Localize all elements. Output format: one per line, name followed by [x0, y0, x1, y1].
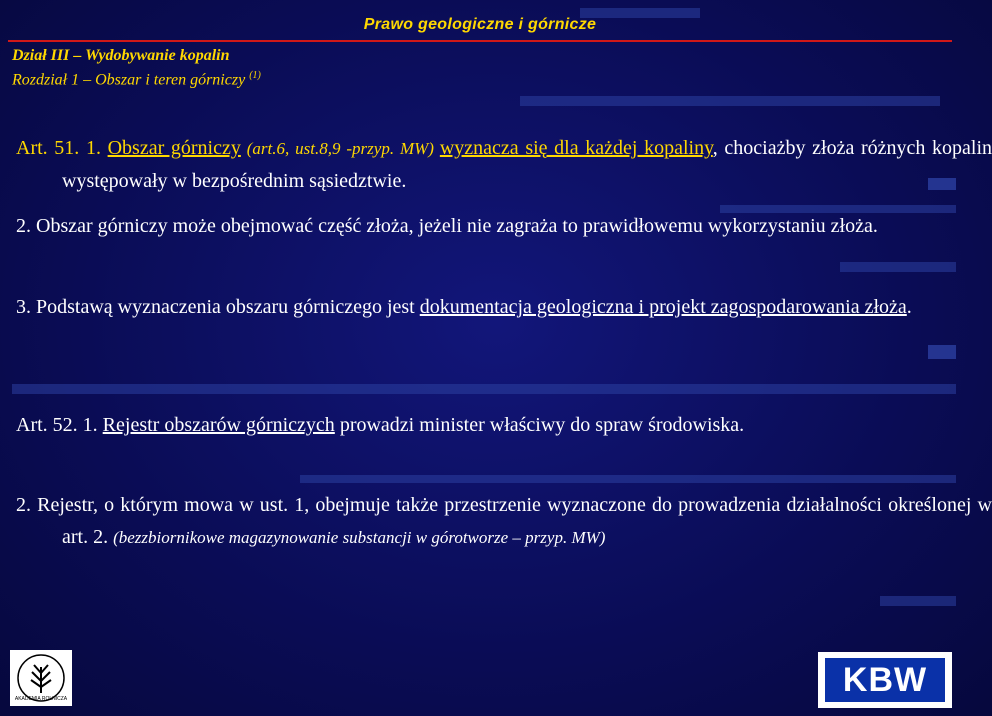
term-rejestr: Rejestr obszarów górniczych: [102, 414, 335, 436]
decor-bar: [300, 475, 956, 483]
decor-bar: [840, 262, 956, 272]
presentation-title: Prawo geologiczne i górnicze: [363, 16, 597, 33]
decor-bar: [520, 96, 940, 106]
chapter-title: Rozdział 1 – Obszar i teren górniczy $^{(1)}$: [12, 70, 261, 89]
art51-paragraph1: Art. 51. 1. Obszar górniczy (art.6, ust.8,9 -przyp. MW) wyznacza się dla każdej kopaliny, chociażby złoża różnych kopalin występowały w bezpośrednim sąsiedztwie.: [16, 137, 992, 192]
university-logo-text: AKADEMIA ROLNICZA: [14, 696, 68, 702]
term-wyznacza: wyznacza się dla każdej kopaliny: [439, 137, 713, 159]
decor-bar: [12, 384, 956, 394]
explanatory-note: (bezzbiornikowe magazynowanie substancji w górotworze – przyp. MW): [113, 528, 606, 547]
footnote-marker: (1): [249, 70, 261, 81]
kbw-logo: [818, 652, 952, 708]
decor-bar: [880, 596, 956, 606]
art51-paragraph3: 3. Podstawą wyznaczenia obszaru górniczego jest dokumentacja geologiczna i projekt zagospodarowania złoża.: [16, 296, 912, 318]
term-dokumentacja: dokumentacja geologiczna i projekt zagospodarowania złoża: [419, 296, 907, 318]
university-logo: [10, 650, 72, 706]
header-divider: [8, 40, 952, 42]
reference-note: (art.6, ust.8,9 -przyp. MW): [240, 139, 440, 158]
kbw-logo-text: KBW: [825, 658, 945, 702]
wheat-emblem-icon: [13, 653, 69, 703]
decor-bar: [928, 345, 956, 359]
division-title: Dział III – Wydobywanie kopalin: [12, 47, 230, 64]
term-obszar-gorniczy: Obszar górniczy: [107, 137, 241, 159]
art52-paragraph1: Art. 52. 1. Rejestr obszarów górniczych prowadzi minister właściwy do spraw środowiska.: [16, 414, 745, 436]
section-heading: [12, 46, 261, 90]
art51-paragraph2: 2. Obszar górniczy może obejmować część złoża, jeżeli nie zagraża to prawidłowemu wykorzystaniu złoża.: [16, 215, 878, 237]
art52-paragraph2: 2. Rejestr, o którym mowa w ust. 1, obejmuje także przestrzenie wyznaczone do prowadzenia działalności określonej w art. 2. (bezzbiornikowe magazynowanie substancji w górotworze – przyp. MW): [16, 494, 992, 548]
